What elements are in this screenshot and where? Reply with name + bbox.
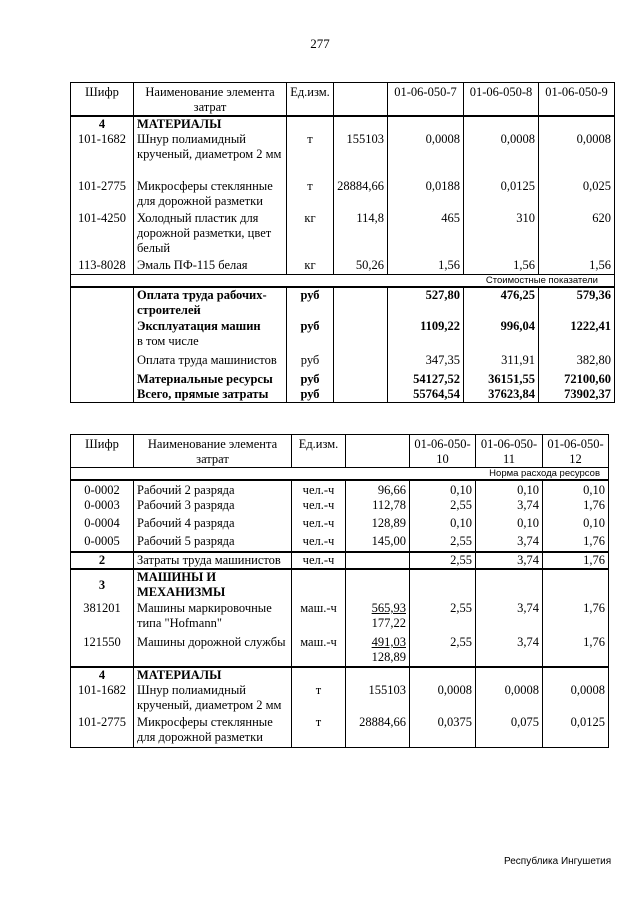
table-row-price: 114,8 [334,211,388,258]
cost-row-unit: руб [287,368,334,387]
cost-row-value-2: 311,91 [464,349,539,368]
header-code: Шифр [71,435,134,468]
table-row-name: Рабочий 2 разряда [134,480,292,498]
cost-row-value-2: 37623,84 [464,387,539,403]
table-row-value-1: 2,55 [410,635,476,667]
cost-row-value-3: 72100,60 [539,368,615,387]
table-row-value-1: 2,55 [410,601,476,635]
table-row-code: 101-2775 [71,715,134,747]
table-row-value-3: 1,76 [543,601,609,635]
table-row-price: 565,93 [371,601,406,615]
table-row-value-2: 0,10 [476,516,543,534]
header-price [334,83,388,117]
footer-region: Республика Ингушетия [504,856,612,867]
table-row-value-1: 0,10 [410,516,476,534]
table-row-name: Шнур полиамидный крученый, диаметром 2 мм [134,683,292,715]
cost-row-value-2: 996,04 [464,319,539,334]
table-row-unit: чел.-ч [292,552,346,569]
table-row-unit: чел.-ч [292,498,346,516]
table-row-value-1: 1,56 [388,258,464,274]
table-row-value-2: 3,74 [476,552,543,569]
table-row-name: Рабочий 5 разряда [134,534,292,552]
table-row-value-2: 0,0008 [464,132,539,179]
table-row-price: 96,66 [346,480,410,498]
table-row-unit: чел.-ч [292,534,346,552]
table-row-value-1: 465 [388,211,464,258]
cost-row-value-1: 54127,52 [388,368,464,387]
table-row-value-2: 3,74 [476,635,543,667]
header-code: Шифр [71,83,134,117]
header-col-2: 01-06-050-11 [476,435,543,468]
table-row-value-3: 0,10 [543,480,609,498]
header-col-3: 01-06-050-9 [539,83,615,117]
table-row-code: 121550 [71,635,134,667]
table-row-value-2: 1,56 [464,258,539,274]
table-row-price: 28884,66 [334,179,388,211]
cost-row-value-1: 527,80 [388,287,464,319]
header-col-1: 01-06-050-10 [410,435,476,468]
table-row-unit: маш.-ч [292,635,346,667]
table-row-value-3: 0,0008 [543,683,609,715]
table-row-unit: чел.-ч [292,516,346,534]
table-row-unit: т [287,179,334,211]
section-number: 2 [71,552,134,569]
table-row-code: 0-0003 [71,498,134,516]
header-name: Наименование элемента затрат [134,435,292,468]
section-number: 4 [71,116,134,132]
cost-row-value-3: 73902,37 [539,387,615,403]
section-subheader: Норма расхода ресурсов [71,468,609,481]
table-row-price: 112,78 [346,498,410,516]
cost-table-1 [70,82,615,403]
table-row-value-1: 0,10 [410,480,476,498]
cost-row-name: в том числе [134,334,287,349]
table-row-value-3: 1,56 [539,258,615,274]
table-row-code: 0-0005 [71,534,134,552]
table-row-price: 145,00 [346,534,410,552]
header-col-3: 01-06-050-12 [543,435,609,468]
cost-row-value-3: 579,36 [539,287,615,319]
table-row-name: Машины дорожной службы [134,635,292,667]
cost-row-name: Материальные ресурсы [134,368,287,387]
header-name: Наименование элемента затрат [134,83,287,117]
header-unit: Ед.изм. [292,435,346,468]
table-row-value-2: 0,075 [476,715,543,747]
table-row-name: Машины маркировочные типа "Hofmann" [134,601,292,635]
table-row-value-1: 2,55 [410,498,476,516]
table-row-price: 155103 [334,132,388,179]
table-row-value-3: 1,76 [543,635,609,667]
cost-row-unit: руб [287,287,334,319]
cost-row-unit: руб [287,319,334,334]
table-row-name: Холодный пластик для дорожной разметки, цвет белый [134,211,287,258]
table-row-name: Микросферы стеклянные для дорожной разметки [134,715,292,747]
table-row-code: 101-1682 [71,132,134,179]
page-number: 277 [310,36,330,51]
table-row-value-2: 0,0125 [464,179,539,211]
table-row-value-1: 0,0188 [388,179,464,211]
table-row-value-2: 0,0008 [476,683,543,715]
table-row-name: Шнур полиамидный крученый, диаметром 2 мм [134,132,287,179]
table-row-price-operator: 128,89 [371,650,406,664]
table-row-value-2: 3,74 [476,534,543,552]
table-row-unit: чел.-ч [292,480,346,498]
section-subheader: Стоимостные показатели [71,274,615,287]
cost-row-name: Эксплуатация машин [134,319,287,334]
cost-row-value-1: 347,35 [388,349,464,368]
cost-row-value-1: 1109,22 [388,319,464,334]
table-row-unit: маш.-ч [292,601,346,635]
cost-table-2 [70,434,609,748]
table-row-value-2: 0,10 [476,480,543,498]
section-title: МАТЕРИАЛЫ [134,116,287,132]
table-row-value-1: 0,0008 [410,683,476,715]
table-row-name: Рабочий 3 разряда [134,498,292,516]
table-row-value-3: 1,76 [543,552,609,569]
header-col-2: 01-06-050-8 [464,83,539,117]
cost-row-name: Оплата труда рабочих-строителей [134,287,287,319]
table-row-unit: т [292,715,346,747]
cost-row-value-2: 476,25 [464,287,539,319]
table-row-price: 128,89 [346,516,410,534]
table-row-value-1: 2,55 [410,534,476,552]
table-row-code: 113-8028 [71,258,134,274]
header-col-1: 01-06-050-7 [388,83,464,117]
table-row-unit: т [292,683,346,715]
table-row-unit: т [287,132,334,179]
cost-row-value-1: 55764,54 [388,387,464,403]
table-row-value-2: 310 [464,211,539,258]
table-row-code: 101-4250 [71,211,134,258]
table-row-value-3: 620 [539,211,615,258]
section-title: МАТЕРИАЛЫ [134,667,292,683]
table-row-value-3: 1,76 [543,498,609,516]
section-title: МАШИНЫ И МЕХАНИЗМЫ [134,569,292,601]
table-row-code: 0-0002 [71,480,134,498]
table-row-name: Микросферы стеклянные для дорожной разметки [134,179,287,211]
header-unit: Ед.изм. [287,83,334,117]
table-row-value-1: 0,0008 [388,132,464,179]
table-row-value-3: 0,0125 [543,715,609,747]
section-number: 4 [71,667,134,683]
table-row-value-3: 0,10 [543,516,609,534]
table-row-price: 491,03 [371,635,406,649]
table-row-value-3: 1,76 [543,534,609,552]
table-row-price: 155103 [346,683,410,715]
table-row-value-2: 3,74 [476,601,543,635]
section-number: 3 [71,569,134,601]
table-row-unit: кг [287,211,334,258]
table-row-code: 101-1682 [71,683,134,715]
table-row-value-1: 2,55 [410,552,476,569]
cost-row-unit: руб [287,387,334,403]
table-row-price: 50,26 [334,258,388,274]
cost-row-name: Всего, прямые затраты [134,387,287,403]
table-row-value-1: 0,0375 [410,715,476,747]
table-row-value-2: 3,74 [476,498,543,516]
table-row-code: 381201 [71,601,134,635]
table-row-name: Рабочий 4 разряда [134,516,292,534]
header-price [346,435,410,468]
table-row-name: Эмаль ПФ-115 белая [134,258,287,274]
table-row-code: 0-0004 [71,516,134,534]
cost-row-value-2: 36151,55 [464,368,539,387]
table-row-name: Затраты труда машинистов [134,552,292,569]
table-row-code: 101-2775 [71,179,134,211]
table-row-price-operator: 177,22 [371,616,406,630]
cost-row-value-3: 1222,41 [539,319,615,334]
table-row-unit: кг [287,258,334,274]
table-row-price: 28884,66 [346,715,410,747]
cost-row-unit: руб [287,349,334,368]
table-row-value-3: 0,0008 [539,132,615,179]
cost-row-value-3: 382,80 [539,349,615,368]
cost-row-name: Оплата труда машинистов [134,349,287,368]
table-row-value-3: 0,025 [539,179,615,211]
